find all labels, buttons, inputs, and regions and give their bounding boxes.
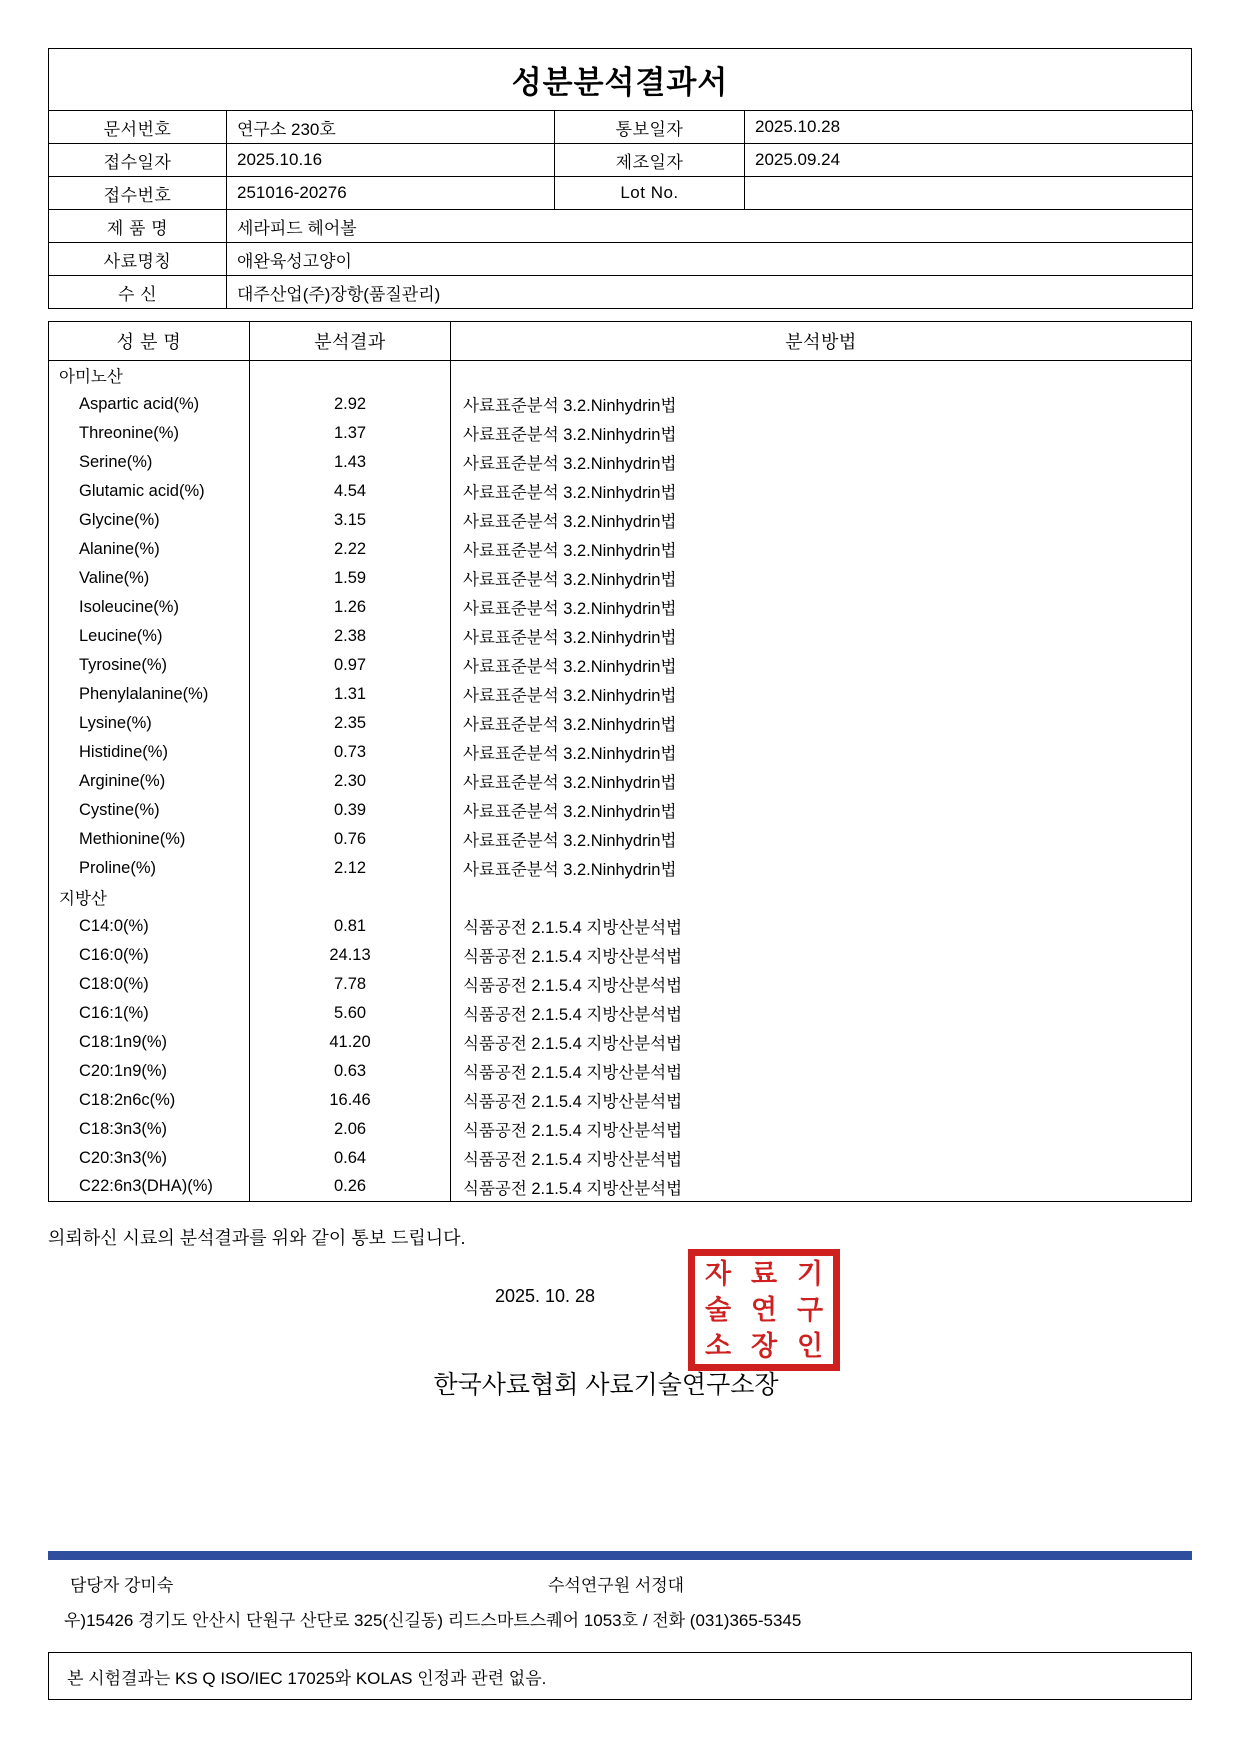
component-name: Alanine(%) xyxy=(49,535,250,564)
table-row xyxy=(49,883,1192,912)
component-name: Lysine(%) xyxy=(49,709,250,738)
component-analysis-method: 사료표준분석 3.2.Ninhydrin법 xyxy=(451,738,1192,767)
component-name: Glutamic acid(%) xyxy=(49,477,250,506)
component-result-value: 0.81 xyxy=(250,912,451,941)
report-title-box xyxy=(48,48,1192,110)
component-name: C18:1n9(%) xyxy=(49,1028,250,1057)
component-result-value: 1.31 xyxy=(250,680,451,709)
component-result-value: 0.39 xyxy=(250,796,451,825)
component-analysis-method: 식품공전 2.1.5.4 지방산분석법 xyxy=(451,1173,1192,1202)
table-row xyxy=(49,243,1193,276)
component-analysis-method: 사료표준분석 3.2.Ninhydrin법 xyxy=(451,796,1192,825)
table-row xyxy=(49,912,1192,941)
table-row xyxy=(49,709,1192,738)
table-row xyxy=(49,477,1192,506)
component-analysis-method: 식품공전 2.1.5.4 지방산분석법 xyxy=(451,941,1192,970)
component-group-label: 지방산 xyxy=(49,883,250,912)
seal-character: 구 xyxy=(796,1294,824,1326)
component-analysis-method: 사료표준분석 3.2.Ninhydrin법 xyxy=(451,593,1192,622)
table-row xyxy=(49,361,1192,390)
info-label-manufacture-date: 제조일자 xyxy=(555,144,745,177)
component-result-value xyxy=(250,361,451,390)
component-analysis-method: 사료표준분석 3.2.Ninhydrin법 xyxy=(451,448,1192,477)
table-row xyxy=(49,999,1192,1028)
component-result-value: 1.37 xyxy=(250,419,451,448)
component-analysis-method: 사료표준분석 3.2.Ninhydrin법 xyxy=(451,854,1192,883)
component-analysis-method xyxy=(451,883,1192,912)
component-name: Isoleucine(%) xyxy=(49,593,250,622)
info-label-notify-date: 통보일자 xyxy=(555,111,745,144)
analysis-result-body xyxy=(49,361,1192,1202)
component-name: C20:3n3(%) xyxy=(49,1144,250,1173)
seal-character: 장 xyxy=(750,1330,778,1362)
component-result-value: 1.59 xyxy=(250,564,451,593)
component-name: Methionine(%) xyxy=(49,825,250,854)
component-name: C18:3n3(%) xyxy=(49,1115,250,1144)
seal-character: 술 xyxy=(704,1294,732,1326)
table-row xyxy=(49,1028,1192,1057)
component-name: Proline(%) xyxy=(49,854,250,883)
table-row xyxy=(49,1057,1192,1086)
component-result-value: 0.97 xyxy=(250,651,451,680)
component-result-value: 0.63 xyxy=(250,1057,451,1086)
component-analysis-method: 사료표준분석 3.2.Ninhydrin법 xyxy=(451,477,1192,506)
issuing-organization: 한국사료협회 사료기술연구소장 xyxy=(433,1371,779,1399)
info-value-recipient: 대주산업(주)장항(품질관리) xyxy=(227,276,1193,309)
component-result-value: 4.54 xyxy=(250,477,451,506)
component-analysis-method: 식품공전 2.1.5.4 지방산분석법 xyxy=(451,1144,1192,1173)
component-analysis-method: 사료표준분석 3.2.Ninhydrin법 xyxy=(451,506,1192,535)
document-info-table xyxy=(48,110,1193,309)
seal-character: 기 xyxy=(796,1258,824,1290)
closing-statement: 의뢰하신 시료의 분석결과를 위와 같이 통보 드립니다. xyxy=(48,1228,466,1248)
component-name: Valine(%) xyxy=(49,564,250,593)
table-row xyxy=(49,144,1193,177)
footer-contact-person: 담당자 강미숙 xyxy=(70,1576,174,1595)
document-info-body xyxy=(49,111,1193,309)
component-result-value: 5.60 xyxy=(250,999,451,1028)
footer-divider-bar xyxy=(48,1551,1192,1560)
component-name: C14:0(%) xyxy=(49,912,250,941)
table-row xyxy=(49,564,1192,593)
component-result-value: 2.06 xyxy=(250,1115,451,1144)
component-result-value: 2.30 xyxy=(250,767,451,796)
component-name: Tyrosine(%) xyxy=(49,651,250,680)
component-analysis-method: 사료표준분석 3.2.Ninhydrin법 xyxy=(451,651,1192,680)
seal-character: 연 xyxy=(750,1294,778,1326)
footer-chief-researcher: 수석연구원 서정대 xyxy=(548,1576,685,1595)
table-row xyxy=(49,419,1192,448)
table-spacer xyxy=(48,309,1192,321)
component-name: Arginine(%) xyxy=(49,767,250,796)
seal-character: 자 xyxy=(704,1258,732,1290)
component-result-value: 0.26 xyxy=(250,1173,451,1202)
component-result-value: 41.20 xyxy=(250,1028,451,1057)
table-row xyxy=(49,970,1192,999)
table-row xyxy=(49,506,1192,535)
report-sheet xyxy=(48,48,1192,1401)
info-label-lot-no: Lot No. xyxy=(555,177,745,210)
table-row xyxy=(49,854,1192,883)
info-label-feed-name: 사료명칭 xyxy=(49,243,227,276)
component-analysis-method: 식품공전 2.1.5.4 지방산분석법 xyxy=(451,970,1192,999)
component-analysis-method: 식품공전 2.1.5.4 지방산분석법 xyxy=(451,1115,1192,1144)
info-label-product-name: 제 품 명 xyxy=(49,210,227,243)
table-row xyxy=(49,111,1193,144)
info-label-doc-no: 문서번호 xyxy=(49,111,227,144)
column-header-result: 분석결과 xyxy=(250,322,451,361)
table-row xyxy=(49,622,1192,651)
table-row xyxy=(49,825,1192,854)
component-result-value: 2.12 xyxy=(250,854,451,883)
table-row xyxy=(49,177,1193,210)
info-value-receipt-no: 251016-20276 xyxy=(227,177,555,210)
component-analysis-method: 사료표준분석 3.2.Ninhydrin법 xyxy=(451,709,1192,738)
component-result-value: 0.73 xyxy=(250,738,451,767)
component-group-label: 아미노산 xyxy=(49,361,250,390)
info-value-receipt-date: 2025.10.16 xyxy=(227,144,555,177)
component-analysis-method: 사료표준분석 3.2.Ninhydrin법 xyxy=(451,680,1192,709)
disclaimer-box xyxy=(48,1652,1192,1700)
component-analysis-method: 식품공전 2.1.5.4 지방산분석법 xyxy=(451,912,1192,941)
component-result-value: 0.76 xyxy=(250,825,451,854)
component-analysis-method: 사료표준분석 3.2.Ninhydrin법 xyxy=(451,825,1192,854)
component-analysis-method: 사료표준분석 3.2.Ninhydrin법 xyxy=(451,622,1192,651)
column-header-component: 성 분 명 xyxy=(49,322,250,361)
component-result-value: 24.13 xyxy=(250,941,451,970)
component-name: C16:1(%) xyxy=(49,999,250,1028)
component-analysis-method: 식품공전 2.1.5.4 지방산분석법 xyxy=(451,1086,1192,1115)
official-seal-stamp xyxy=(688,1249,840,1371)
component-result-value: 1.43 xyxy=(250,448,451,477)
table-row xyxy=(49,796,1192,825)
table-header-row xyxy=(49,322,1192,361)
column-header-method: 분석방법 xyxy=(451,322,1192,361)
component-name: Phenylalanine(%) xyxy=(49,680,250,709)
component-result-value: 2.38 xyxy=(250,622,451,651)
component-analysis-method: 사료표준분석 3.2.Ninhydrin법 xyxy=(451,767,1192,796)
table-row xyxy=(49,210,1193,243)
info-value-doc-no: 연구소 230호 xyxy=(227,111,555,144)
component-analysis-method: 식품공전 2.1.5.4 지방산분석법 xyxy=(451,1057,1192,1086)
table-row xyxy=(49,593,1192,622)
component-name: C22:6n3(DHA)(%) xyxy=(49,1173,250,1202)
seal-character: 료 xyxy=(750,1258,778,1290)
table-row xyxy=(49,941,1192,970)
info-value-product-name: 세라피드 헤어볼 xyxy=(227,210,1193,243)
table-row xyxy=(49,1086,1192,1115)
table-row xyxy=(49,738,1192,767)
component-result-value: 16.46 xyxy=(250,1086,451,1115)
disclaimer-text: 본 시험결과는 KS Q ISO/IEC 17025와 KOLAS 인정과 관련 없음. xyxy=(67,1668,547,1688)
component-result-value: 3.15 xyxy=(250,506,451,535)
info-value-manufacture-date: 2025.09.24 xyxy=(745,144,1193,177)
table-row xyxy=(49,1115,1192,1144)
table-row xyxy=(49,276,1193,309)
table-row xyxy=(49,767,1192,796)
table-row xyxy=(49,448,1192,477)
component-result-value: 2.35 xyxy=(250,709,451,738)
component-result-value: 0.64 xyxy=(250,1144,451,1173)
info-value-notify-date: 2025.10.28 xyxy=(745,111,1193,144)
component-name: C18:0(%) xyxy=(49,970,250,999)
analysis-result-table xyxy=(48,321,1192,1202)
info-value-lot-no xyxy=(745,177,1193,210)
info-label-recipient: 수 신 xyxy=(49,276,227,309)
component-name: Threonine(%) xyxy=(49,419,250,448)
analysis-result-head xyxy=(49,322,1192,361)
component-analysis-method: 식품공전 2.1.5.4 지방산분석법 xyxy=(451,999,1192,1028)
signature-date: 2025. 10. 28 xyxy=(494,1286,596,1306)
component-name: Cystine(%) xyxy=(49,796,250,825)
component-name: Leucine(%) xyxy=(49,622,250,651)
info-label-receipt-date: 접수일자 xyxy=(49,144,227,177)
component-result-value: 2.92 xyxy=(250,390,451,419)
component-name: Histidine(%) xyxy=(49,738,250,767)
component-analysis-method xyxy=(451,361,1192,390)
seal-character: 소 xyxy=(704,1330,732,1362)
component-name: C18:2n6c(%) xyxy=(49,1086,250,1115)
component-result-value: 7.78 xyxy=(250,970,451,999)
component-name: C20:1n9(%) xyxy=(49,1057,250,1086)
seal-character: 인 xyxy=(796,1330,824,1362)
table-row xyxy=(49,1144,1192,1173)
component-analysis-method: 사료표준분석 3.2.Ninhydrin법 xyxy=(451,419,1192,448)
component-result-value xyxy=(250,883,451,912)
table-row xyxy=(49,651,1192,680)
footer-address: 우)15426 경기도 안산시 단원구 산단로 325(신길동) 리드스마트스퀘어 1053호 / 전화 (031)365-5345 xyxy=(64,1611,802,1630)
component-analysis-method: 사료표준분석 3.2.Ninhydrin법 xyxy=(451,535,1192,564)
component-name: Aspartic acid(%) xyxy=(49,390,250,419)
table-row xyxy=(49,1173,1192,1202)
table-row xyxy=(49,535,1192,564)
table-row xyxy=(49,390,1192,419)
component-result-value: 1.26 xyxy=(250,593,451,622)
page-title: 성분분석결과서 xyxy=(511,65,729,100)
component-result-value: 2.22 xyxy=(250,535,451,564)
table-row xyxy=(49,680,1192,709)
info-label-receipt-no: 접수번호 xyxy=(49,177,227,210)
component-analysis-method: 사료표준분석 3.2.Ninhydrin법 xyxy=(451,390,1192,419)
component-analysis-method: 사료표준분석 3.2.Ninhydrin법 xyxy=(451,564,1192,593)
info-value-feed-name: 애완육성고양이 xyxy=(227,243,1193,276)
component-name: Serine(%) xyxy=(49,448,250,477)
component-analysis-method: 식품공전 2.1.5.4 지방산분석법 xyxy=(451,1028,1192,1057)
component-name: Glycine(%) xyxy=(49,506,250,535)
component-name: C16:0(%) xyxy=(49,941,250,970)
